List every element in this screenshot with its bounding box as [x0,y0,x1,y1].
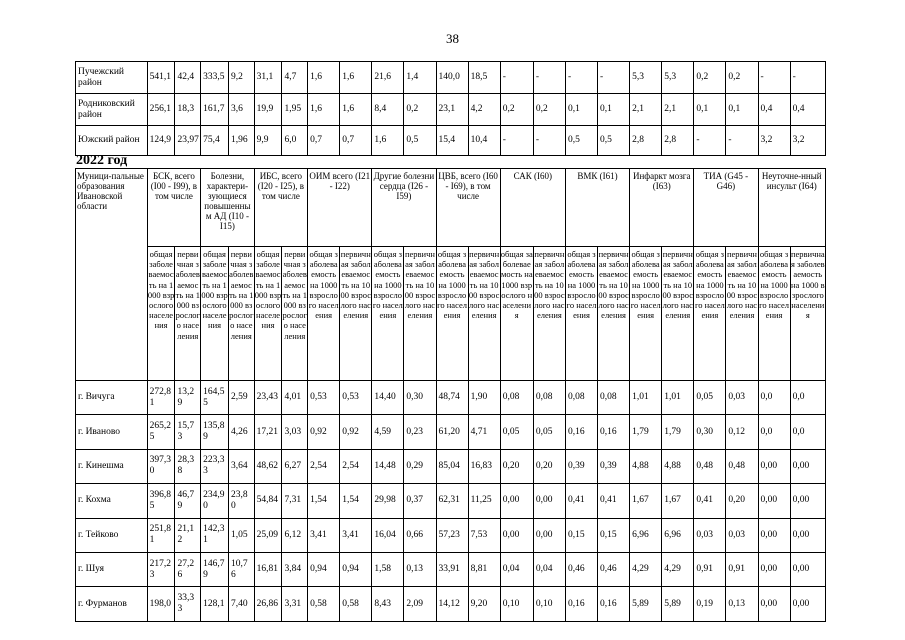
table-cell: 0,4 [790,94,825,126]
table-cell: 0,5 [598,126,630,156]
table-cell: 15,4 [436,126,468,156]
table-cell: - [726,126,758,156]
table-cell: 28,38 [175,449,201,483]
sub-header-general: общая заболеваемость на 1000 взрослого населения [436,247,468,381]
table-cell: 0,46 [565,552,597,586]
column-group-header: ВМК (I61) [565,169,629,247]
table-cell: 15,73 [175,415,201,449]
table-cell: 3,41 [308,518,340,552]
table-cell: 4,88 [662,449,694,483]
table-cell: 0,7 [308,126,340,156]
table-cell: 10,4 [468,126,500,156]
table-cell: 0,29 [404,449,436,483]
table-cell: 251,81 [147,518,175,552]
table-cell: - [758,62,790,94]
table-cell: 0,00 [790,587,825,621]
table-cell: 0,91 [694,552,726,586]
table-cell: 0,1 [598,94,630,126]
table-cell: 26,86 [254,587,282,621]
table-cell: 1,6 [308,94,340,126]
table-row [76,518,826,552]
table-cell: 3,84 [282,552,308,586]
table-cell: 1,58 [372,552,404,586]
table-cell: 4,71 [468,415,500,449]
table-cell: 0,12 [726,415,758,449]
sub-header-general: общая заболеваемость на 1000 взрослого населения [758,247,790,381]
table-cell: 2,8 [662,126,694,156]
table-cell: 0,39 [598,449,630,483]
table-cell: 0,05 [694,381,726,415]
table-cell: 62,31 [436,484,468,518]
group-header-row [76,169,826,247]
sub-header-primary: первичная заболеваемость на 1000 взрослого населения [662,247,694,381]
table-cell: 1,95 [282,94,308,126]
table-cell: 23,1 [436,94,468,126]
table-cell: 140,0 [436,62,468,94]
table-cell: 18,3 [175,94,201,126]
table-cell: 14,12 [436,587,468,621]
table-cell: 1,54 [308,484,340,518]
table-cell: 85,04 [436,449,468,483]
table-cell: 0,08 [500,381,533,415]
table-cell: 0,0 [758,381,790,415]
table-row [76,449,826,483]
column-group-header: Болезни, характери-зующиеся повышенным АД (I10 - I15) [201,169,254,247]
table-cell: 61,20 [436,415,468,449]
table-cell: 9,2 [228,62,254,94]
table-cell: 17,21 [254,415,282,449]
column-group-header: Инфаркт мозга (I63) [630,169,694,247]
table-cell: - [533,126,565,156]
row-label: Родниковский район [76,94,148,126]
sub-header-general: общая заболеваемость на 1000 взрослого населения [565,247,597,381]
row-label: г. Тейково [76,518,148,552]
table-cell: - [790,62,825,94]
year-heading: 2022 год [76,153,128,168]
table-cell: 0,16 [565,587,597,621]
column-group-header: БСК, всего (I00 - I99), в том числе [147,169,200,247]
table-cell: 0,1 [565,94,597,126]
sub-header-primary: первичная заболеваемость на 1000 взрослого населения [282,247,308,381]
table-cell: 2,54 [308,449,340,483]
sub-header-general: общая заболеваемость на 1000 взрослого населения [201,247,229,381]
table-cell: 0,30 [694,415,726,449]
sub-header-primary: первичная заболеваемость на 1000 взрослого населения [726,247,758,381]
column-group-header: Неуточне-нный инсульт (I64) [758,169,825,247]
table-cell: 146,79 [201,552,229,586]
sub-header-primary: первичная заболеваемость на 1000 взрослого населения [468,247,500,381]
table-cell: 33,91 [436,552,468,586]
table-cell: 4,2 [468,94,500,126]
table-cell: 1,4 [404,62,436,94]
table-cell: 0,15 [598,518,630,552]
table-cell: - [500,126,533,156]
table-cell: 4,29 [662,552,694,586]
table-cell: 0,00 [790,484,825,518]
table-cell: 0,41 [565,484,597,518]
table-cell: 541,1 [147,62,175,94]
table-cell: 6,12 [282,518,308,552]
table-cell: 13,29 [175,381,201,415]
table-cell: 0,2 [533,94,565,126]
table-cell: 0,37 [404,484,436,518]
table-cell: 46,79 [175,484,201,518]
table-cell: - [533,62,565,94]
table-cell: 0,04 [533,552,565,586]
table-cell: 256,1 [147,94,175,126]
table-cell: 57,23 [436,518,468,552]
table-cell: 7,31 [282,484,308,518]
table-cell: 0,20 [533,449,565,483]
table-cell: 2,59 [228,381,254,415]
table-cell: 16,04 [372,518,404,552]
table-cell: 0,30 [404,381,436,415]
sub-header-general: общая заболеваемость на 1000 взрослого населения [630,247,662,381]
sub-header-primary: первичная заболеваемость на 1000 взрослого населения [404,247,436,381]
table-cell: 1,79 [662,415,694,449]
table-cell: 0,0 [758,415,790,449]
sub-header-general: общая заболеваемость на 1000 взрослого населения [254,247,282,381]
table-cell: 142,31 [201,518,229,552]
table-cell: 10,76 [228,552,254,586]
table-cell: 217,23 [147,552,175,586]
table-cell: 161,7 [201,94,229,126]
column-group-header: ОИМ всего (I21 - I22) [308,169,372,247]
table-cell: 1,01 [662,381,694,415]
row-label: Южский район [76,126,148,156]
sub-header-general: общая заболеваемость на 1000 взрослого населения [147,247,175,381]
table-cell: - [694,126,726,156]
table-cell: - [565,62,597,94]
sub-header-primary: первичная заболеваемость на 1000 взрослого населения [790,247,825,381]
sub-header-primary: первичная заболеваемость на 1000 взрослого населения [598,247,630,381]
table-cell: 2,09 [404,587,436,621]
table-cell: 0,2 [500,94,533,126]
row-label: г. Кинешма [76,449,148,483]
table-cell: 0,00 [533,484,565,518]
table-cell: 3,31 [282,587,308,621]
table-cell: 3,2 [758,126,790,156]
table-cell: 27,26 [175,552,201,586]
table-row [76,126,826,156]
table-cell: 0,00 [758,449,790,483]
sub-header-general: общая заболеваемость на 1000 взрослого населения [500,247,533,381]
table-cell: 4,01 [282,381,308,415]
table-cell: 0,10 [500,587,533,621]
table-cell: 4,59 [372,415,404,449]
table-cell: 0,58 [308,587,340,621]
table-cell: 135,89 [201,415,229,449]
table-row [76,62,826,94]
table-cell: 397,30 [147,449,175,483]
table-cell: 234,90 [201,484,229,518]
table-cell: 3,6 [228,94,254,126]
table-cell: 124,9 [147,126,175,156]
table-cell: 0,48 [726,449,758,483]
sub-header-row [76,247,826,381]
table-cell: 0,7 [340,126,372,156]
table-cell: 0,08 [598,381,630,415]
table-cell: 2,54 [340,449,372,483]
sub-header-primary: первичная заболеваемость на 1000 взрослого населения [533,247,565,381]
table-cell: 3,03 [282,415,308,449]
table-cell: 0,00 [758,518,790,552]
table-cell: 6,0 [282,126,308,156]
table-cell: 33,33 [175,587,201,621]
table-cell: 0,92 [340,415,372,449]
table-cell: 0,41 [694,484,726,518]
table-cell: 0,58 [340,587,372,621]
table-cell: 0,91 [726,552,758,586]
table-cell: 0,2 [726,62,758,94]
table-cell: 3,41 [340,518,372,552]
table-cell: 18,5 [468,62,500,94]
table-cell: 7,53 [468,518,500,552]
table-cell: 8,81 [468,552,500,586]
table-cell: 0,00 [500,484,533,518]
table-row [76,415,826,449]
table-cell: 0,53 [340,381,372,415]
table-row [76,484,826,518]
table-cell: 0,5 [404,126,436,156]
table-cell: 0,08 [565,381,597,415]
table-cell: 0,03 [726,518,758,552]
table-cell: - [598,62,630,94]
column-group-header: САК (I60) [500,169,565,247]
table-cell: 0,39 [565,449,597,483]
table-cell: 0,00 [758,587,790,621]
table-cell: 333,5 [201,62,229,94]
table-cell: 0,1 [694,94,726,126]
table-cell: 21,12 [175,518,201,552]
row-label: г. Шуя [76,552,148,586]
table-cell: 21,6 [372,62,404,94]
table-cell: 0,16 [565,415,597,449]
table-cell: 0,10 [533,587,565,621]
row-label: г. Кохма [76,484,148,518]
table-cell: 1,67 [630,484,662,518]
table-cell: 0,19 [694,587,726,621]
table-cell: 198,0 [147,587,175,621]
table-cell: 0,05 [533,415,565,449]
table-cell: 5,89 [630,587,662,621]
municipality-header: Муници-пальные образования Ивановской области [76,169,148,381]
table-row [76,552,826,586]
row-label: Пучежский район [76,62,148,94]
column-group-header: Другие болезни сердца (I26 - I59) [372,169,436,247]
table-cell: 0,03 [726,381,758,415]
table-cell: 0,5 [565,126,597,156]
table-cell: 6,96 [662,518,694,552]
table-cell: 1,90 [468,381,500,415]
table-cell: 5,3 [662,62,694,94]
table-cell: 7,40 [228,587,254,621]
table-cell: 9,9 [254,126,282,156]
table-cell: 48,74 [436,381,468,415]
table-row [76,94,826,126]
table-cell: 29,98 [372,484,404,518]
table-cell: 0,92 [308,415,340,449]
row-label: г. Фурманов [76,587,148,621]
table-cell: 0,13 [404,552,436,586]
table-cell: 223,33 [201,449,229,483]
incidence-table-2022 [75,168,826,622]
table-cell: 0,16 [598,587,630,621]
table-cell: 0,94 [340,552,372,586]
table-cell: 75,4 [201,126,229,156]
table-cell: - [500,62,533,94]
table-cell: 23,43 [254,381,282,415]
table-cell: 48,62 [254,449,282,483]
table-cell: 25,09 [254,518,282,552]
table-cell: 4,7 [282,62,308,94]
table-cell: 16,81 [254,552,282,586]
table-cell: 0,53 [308,381,340,415]
table-cell: 3,2 [790,126,825,156]
table-cell: 1,6 [340,62,372,94]
table-cell: 0,48 [694,449,726,483]
table-cell: 0,4 [758,94,790,126]
table-cell: 0,20 [726,484,758,518]
table-cell: 0,00 [500,518,533,552]
page-number: 38 [446,31,459,46]
column-group-header: ИБС, всего (I20 - I25), в том числе [254,169,307,247]
sub-header-primary: первичная заболеваемость на 1000 взрослого населения [228,247,254,381]
table-cell: 0,2 [694,62,726,94]
table-cell: 1,6 [372,126,404,156]
table-cell: 1,05 [228,518,254,552]
table-cell: 0,08 [533,381,565,415]
table-cell: 272,81 [147,381,175,415]
table-cell: 3,64 [228,449,254,483]
sub-header-general: общая заболеваемость на 1000 взрослого населения [694,247,726,381]
table-cell: 0,00 [790,552,825,586]
row-label: г. Иваново [76,415,148,449]
table-cell: 4,29 [630,552,662,586]
table-cell: 164,55 [201,381,229,415]
table-cell: 11,25 [468,484,500,518]
table-cell: 16,83 [468,449,500,483]
sub-header-primary: первичная заболеваемость на 1000 взрослого населения [340,247,372,381]
table-cell: 14,40 [372,381,404,415]
table-cell: 2,1 [630,94,662,126]
table-cell: 265,25 [147,415,175,449]
table-cell: 19,9 [254,94,282,126]
table-cell: 0,46 [598,552,630,586]
table-cell: 0,03 [694,518,726,552]
table-cell: 1,79 [630,415,662,449]
table-cell: 0,13 [726,587,758,621]
table-cell: 0,41 [598,484,630,518]
table-cell: 0,00 [790,449,825,483]
table-cell: 0,00 [533,518,565,552]
table-cell: 0,00 [758,552,790,586]
table-cell: 0,66 [404,518,436,552]
table-cell: 0,20 [500,449,533,483]
table-cell: 0,05 [500,415,533,449]
table-row [76,587,826,621]
table-cell: 0,1 [726,94,758,126]
table-cell: 0,16 [598,415,630,449]
table-cell: 1,96 [228,126,254,156]
table-cell: 23,80 [228,484,254,518]
table-cell: 0,00 [758,484,790,518]
table-cell: 1,67 [662,484,694,518]
table-cell: 9,20 [468,587,500,621]
table-cell: 1,6 [308,62,340,94]
continuation-table [75,61,826,156]
table-cell: 8,4 [372,94,404,126]
table-cell: 0,04 [500,552,533,586]
table-cell: 2,8 [630,126,662,156]
table-cell: 5,3 [630,62,662,94]
table-cell: 6,27 [282,449,308,483]
table-cell: 23,97 [175,126,201,156]
table-row [76,381,826,415]
table-cell: 0,0 [790,415,825,449]
table-cell: 8,43 [372,587,404,621]
table-cell: 0,23 [404,415,436,449]
table-cell: 0,2 [404,94,436,126]
sub-header-general: общая заболеваемость на 1000 взрослого населения [372,247,404,381]
table-cell: 4,88 [630,449,662,483]
column-group-header: ТИА (G45 - G46) [694,169,758,247]
column-group-header: ЦВБ, всего (I60 - I69), в том числе [436,169,500,247]
table-cell: 1,54 [340,484,372,518]
sub-header-general: общая заболеваемость на 1000 взрослого населения [308,247,340,381]
table-cell: 1,6 [340,94,372,126]
table-cell: 128,1 [201,587,229,621]
table-cell: 396,85 [147,484,175,518]
table-cell: 0,94 [308,552,340,586]
table-cell: 6,96 [630,518,662,552]
row-label: г. Вичуга [76,381,148,415]
table-cell: 0,00 [790,518,825,552]
sub-header-primary: первичная заболеваемость на 1000 взрослого населения [175,247,201,381]
table-cell: 0,15 [565,518,597,552]
table-cell: 1,01 [630,381,662,415]
table-cell: 4,26 [228,415,254,449]
table-cell: 14,48 [372,449,404,483]
table-cell: 42,4 [175,62,201,94]
table-cell: 2,1 [662,94,694,126]
table-cell: 54,84 [254,484,282,518]
table-cell: 0,0 [790,381,825,415]
table-cell: 31,1 [254,62,282,94]
table-cell: 5,89 [662,587,694,621]
